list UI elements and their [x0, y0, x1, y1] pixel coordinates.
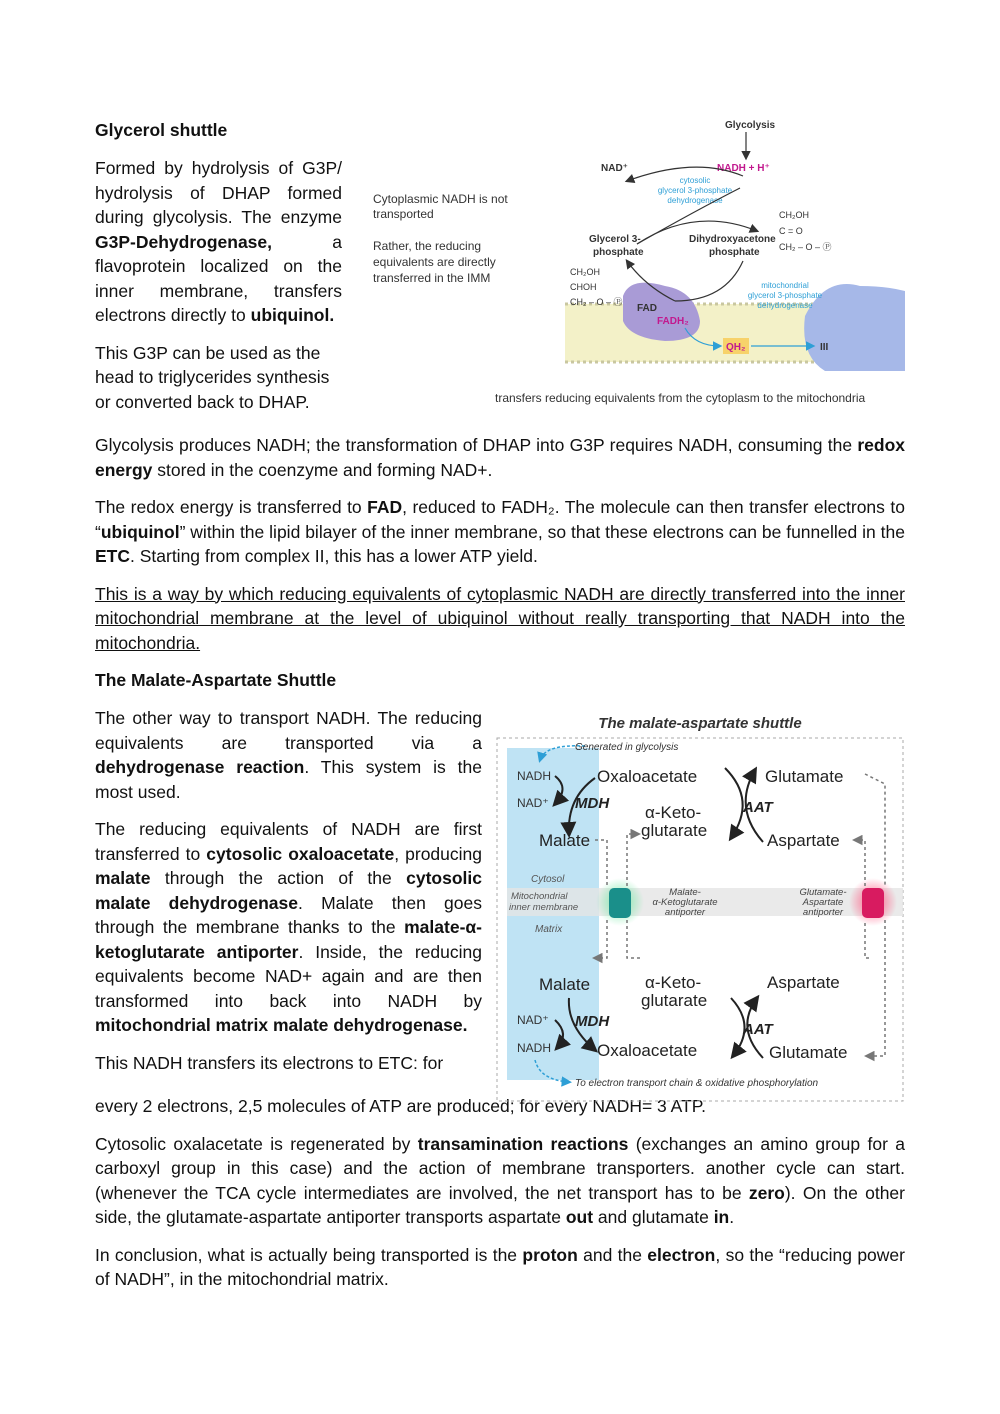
label-fad: FAD — [637, 303, 657, 314]
malate-figure-title: The malate-aspartate shuttle — [598, 715, 802, 732]
label-malate-bottom: Malate — [539, 975, 591, 994]
label-antiporter2-line1: Glutamate- — [799, 887, 847, 898]
label-aspartate-top: Aspartate — [767, 831, 840, 850]
label-generated-in-glycolysis: Generated in glycolysis — [575, 742, 679, 753]
label-cytosolic-enzyme-line1: cytosolic — [679, 176, 711, 185]
label-dhap-line1: Dihydroxyacetone — [689, 234, 776, 245]
label-mito-enzyme-line3: dehydrogenase — [757, 301, 813, 310]
label-glutamate-bottom: Glutamate — [769, 1043, 848, 1062]
label-imm-line1: Mitochondrial — [511, 891, 568, 902]
label-cytosol: Cytosol — [531, 874, 565, 885]
label-akg-bottom-line1: α-Keto- — [645, 973, 702, 992]
label-antiporter2-line2: Aspartate — [802, 897, 844, 908]
note-not-transported-line1: Cytoplasmic NADH is not — [373, 192, 508, 206]
label-oxaloacetate-bottom: Oxaloacetate — [597, 1041, 698, 1060]
malate-paragraph-1: The other way to transport NADH. The reducing equivalents are transported via a dehydrogenase reaction. This system is the most used. — [95, 708, 482, 802]
label-malate-top: Malate — [539, 831, 591, 850]
malate-akg-antiporter-shape — [609, 888, 631, 918]
label-nad-plus: NAD⁺ — [601, 163, 628, 174]
label-akg-top-line1: α-Keto- — [645, 803, 702, 822]
glycerol-shuttle-diagram — [365, 116, 905, 416]
label-glutamate-top: Glutamate — [765, 767, 844, 786]
glycerol-paragraph-2: This G3P can be used as the head to triglycerides synthesis or converted back to DHAP. — [95, 342, 330, 412]
note-reducing-line3: transferred in the IMM — [373, 271, 491, 285]
label-dhap-line2: phosphate — [709, 247, 760, 258]
label-g3p-line1: Glycerol 3- — [589, 234, 641, 245]
label-akg-top-line2: glutarate — [641, 821, 708, 840]
label-aspartate-bottom: Aspartate — [767, 973, 840, 992]
label-glycolysis: Glycolysis — [725, 120, 776, 131]
label-mito-enzyme-line2: glycerol 3-phosphate — [747, 291, 823, 300]
label-qh2: QH₂ — [726, 342, 746, 353]
malate-paragraph-2: The reducing equivalents of NADH are first transferred to cytosolic oxaloacetate, producing malate through the action of the cytosolic malate dehydrogenase. Malate then goes through the membrane thanks to the malate-α-ketoglutarate antiporter. Inside, the reducing equivalents become NAD+ again and are then transformed into back into NADH by mitochondrial matrix malate dehydrogenase. — [95, 819, 483, 1035]
malate-aspartate-diagram — [495, 708, 905, 1103]
label-g3p-line2: phosphate — [593, 247, 644, 258]
redox-paragraph-1: Glycolysis produces NADH; the transformation of DHAP into G3P requires NADH, consuming the redox energy stored in the coenzyme and forming NAD+. — [95, 435, 905, 480]
label-antiporter2-line3: antiporter — [802, 907, 844, 918]
conclusion-paragraph: In conclusion, what is actually being transported is the proton and the electron, so the “reducing power of NADH”, in the mitochondrial matrix. — [95, 1244, 905, 1289]
malate-paragraph-3-start: This NADH transfers its electrons to ETC: for — [95, 1052, 444, 1073]
malate-text-column — [95, 706, 482, 1103]
g3p-structure-line2: CHOH — [570, 282, 597, 292]
label-nadh-h: NADH + H⁺ — [717, 163, 770, 174]
underlined-summary-paragraph: This is a way by which reducing equivalents of cytoplasmic NADH are directly transferred into the inner mitochondrial membrane at the level of ubiquinol without really transporting that NADH into the mitochondria. — [95, 583, 905, 653]
label-imm-line2: inner membrane — [509, 902, 579, 913]
label-mdh-bottom: MDH — [575, 1013, 610, 1030]
label-cytosolic-enzyme-line3: dehydrogenase — [667, 196, 723, 205]
g3p-structure-line1: CH₂OH — [570, 267, 600, 277]
document-page — [95, 118, 905, 1305]
label-antiporter1-line3: antiporter — [664, 907, 706, 918]
dhap-structure-line3: CH₂ – O – Ⓟ — [779, 242, 832, 252]
glycerol-text-column — [95, 118, 342, 427]
g3p-structure-line3: CH₂ – O – Ⓟ — [570, 297, 623, 307]
dhap-structure-line2: C = O — [779, 226, 803, 236]
glutamate-aspartate-antiporter-shape — [862, 888, 884, 918]
label-cytosolic-enzyme-line2: glycerol 3-phosphate — [657, 186, 733, 195]
label-aat-top: AAT — [743, 799, 773, 816]
label-nadh-bottom: NADH — [517, 1041, 552, 1055]
label-mito-enzyme-line1: mitochondrial — [761, 281, 809, 290]
label-to-etc: To electron transport chain & oxidative phosphorylation — [575, 1078, 819, 1089]
malate-section — [95, 706, 905, 1103]
glycerol-paragraph-1: Formed by hydrolysis of G3P/ hydrolysis of DHAP formed during glycolysis. The enzyme G3P-Dehydrogenase, a flavoprotein localized on the inner membrane, transfers electrons directly to ubiquinol. — [95, 158, 342, 325]
transamination-paragraph: Cytosolic oxalacetate is regenerated by transamination reactions (exchanges an amino group for a carboxyl group in this case) and the action of membrane transporters. another cycle can start. (whenever the TCA cycle intermediates are involved, the net transport has to be zero). On the other side, the glutamate-aspartate antiporter transports aspartate out and glutamate in. — [95, 1133, 905, 1227]
note-not-transported-line2: transported — [373, 207, 434, 221]
label-fadh2: FADH₂ — [657, 316, 689, 327]
label-nad-bottom: NAD⁺ — [517, 1013, 549, 1027]
note-reducing-line1: Rather, the reducing — [373, 239, 482, 253]
label-antiporter1-line2: α-Ketoglutarate — [652, 897, 718, 908]
figure-caption: transfers reducing equivalents from the cytoplasm to the mitochondria — [495, 391, 866, 405]
redox-paragraph-2: The redox energy is transferred to FAD, reduced to FADH₂. The molecule can then transfer electrons to “ubiquinol” within the lipid bilayer of the inner membrane, so that these electrons can be funnelled in the ETC. Starting from complex II, this has a lower ATP yield. — [95, 497, 905, 566]
section-title-malate-aspartate: The Malate-Aspartate Shuttle — [95, 670, 337, 690]
note-reducing-line2: equivalents are directly — [373, 255, 496, 269]
label-nadh-top: NADH — [517, 769, 552, 783]
label-antiporter1-line1: Malate- — [669, 887, 701, 898]
label-mdh-top: MDH — [575, 795, 610, 812]
glycerol-section — [95, 118, 905, 427]
section-title-glycerol-shuttle: Glycerol shuttle — [95, 120, 228, 140]
label-akg-bottom-line2: glutarate — [641, 991, 708, 1010]
label-aat-bottom: AAT — [743, 1021, 773, 1038]
malate-paragraph-3-end: every 2 electrons, 2,5 molecules of ATP are produced; for every NADH= 3 ATP. — [95, 1096, 707, 1116]
malate-aspartate-figure — [495, 708, 905, 1103]
label-nad-top: NAD⁺ — [517, 796, 549, 810]
label-oxaloacetate-top: Oxaloacetate — [597, 767, 698, 786]
glycerol-shuttle-figure — [365, 116, 905, 416]
label-matrix: Matrix — [535, 924, 563, 935]
dhap-structure-line1: CH₂OH — [779, 210, 809, 220]
label-complex-iii: III — [820, 342, 829, 353]
